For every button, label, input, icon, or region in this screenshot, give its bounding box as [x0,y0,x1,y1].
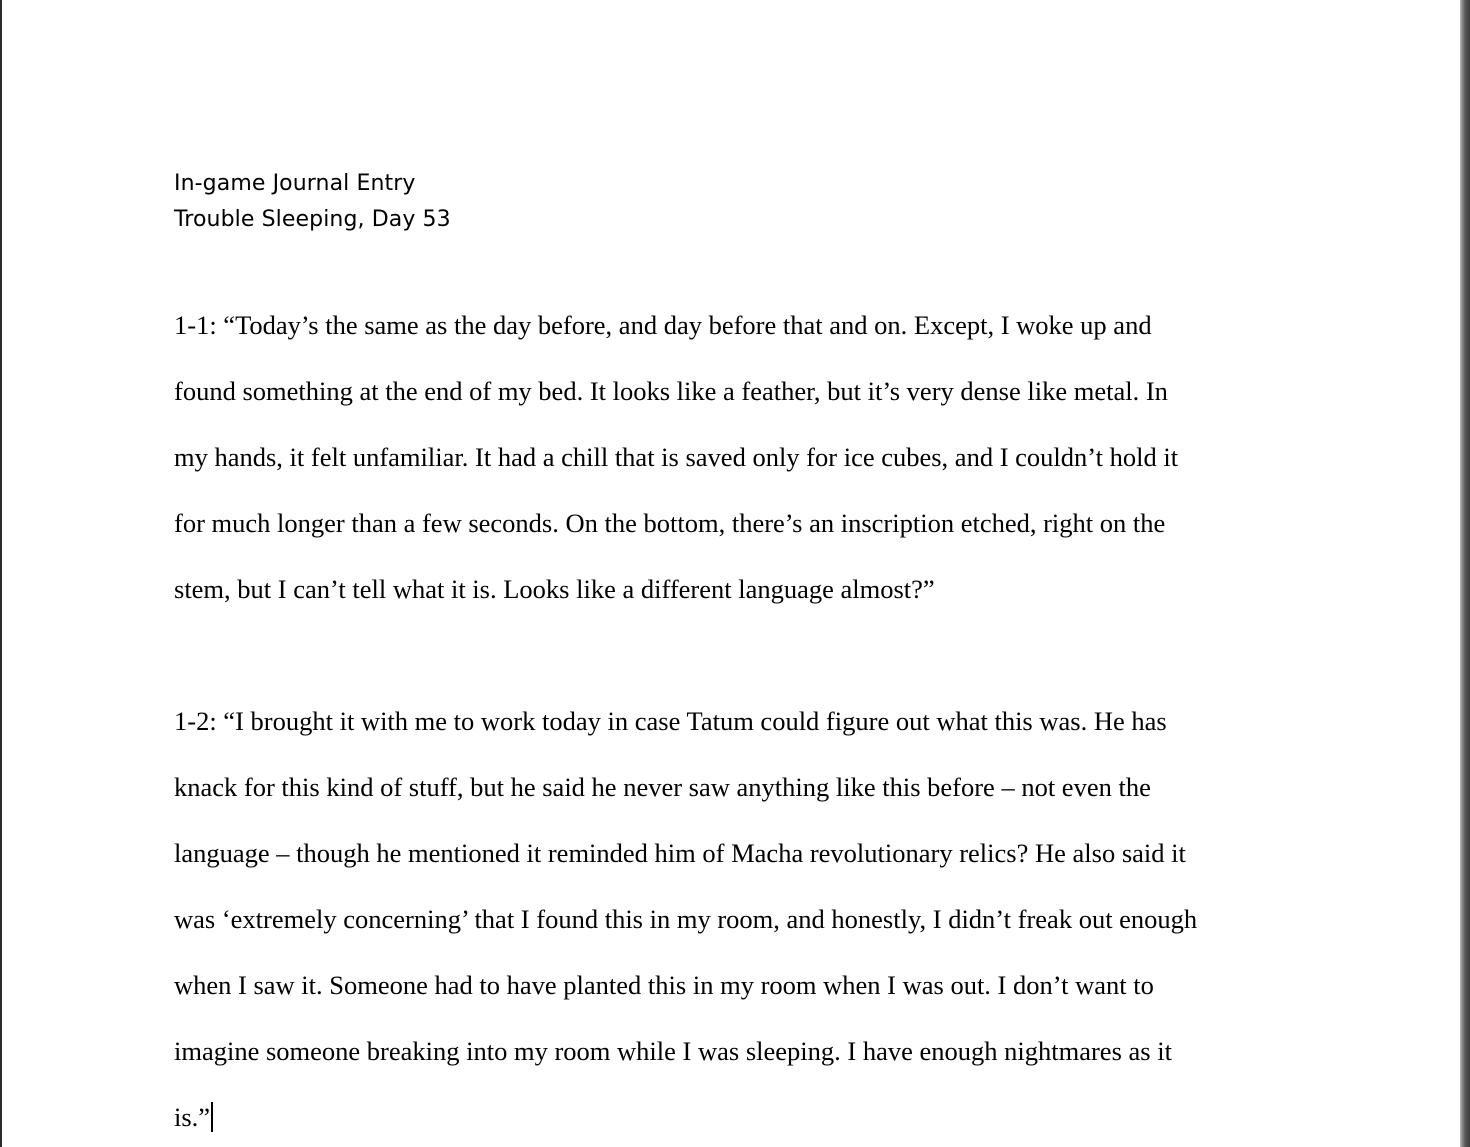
window-left-edge [0,0,2,1147]
journal-subtitle: Trouble Sleeping, Day 53 [174,207,451,232]
text-cursor [211,1102,213,1132]
text-line: 1-2: “I brought it with me to work today in case Tatum could figure out what this was. He has [174,706,1167,736]
text-line: when I saw it. Someone had to have planted this in my room when I was out. I don’t want to [174,970,1154,1000]
text-line: for much longer than a few seconds. On the bottom, there’s an inscription etched, right on the [174,508,1166,538]
entry-paragraph-1-1[interactable] [174,292,1294,622]
entry-paragraph-1-2[interactable] [174,688,1294,1147]
text-line: imagine someone breaking into my room while I was sleeping. I have enough nightmares as it [174,1036,1172,1066]
text-line: knack for this kind of stuff, but he said he never saw anything like this before – not even the [174,772,1151,802]
journal-title: In-game Journal Entry [174,171,416,196]
last-text-line [174,1084,1294,1147]
window-right-edge [1460,0,1470,1147]
text-line: was ‘extremely concerning’ that I found this in my room, and honestly, I didn’t freak out enough [174,904,1198,934]
text-line-content: is.” [174,1102,211,1132]
text-line: found something at the end of my bed. It looks like a feather, but it’s very dense like metal. In [174,376,1168,406]
text-line: 1-1: “Today’s the same as the day before, and day before that and on. Except, I woke up and [174,310,1152,340]
text-line: stem, but I can’t tell what it is. Looks like a different language almost?” [174,574,935,604]
document-header [174,166,451,238]
text-line: language – though he mentioned it reminded him of Macha revolutionary relics? He also said it [174,838,1186,868]
text-line: my hands, it felt unfamiliar. It had a chill that is saved only for ice cubes, and I couldn’t hold it [174,442,1179,472]
